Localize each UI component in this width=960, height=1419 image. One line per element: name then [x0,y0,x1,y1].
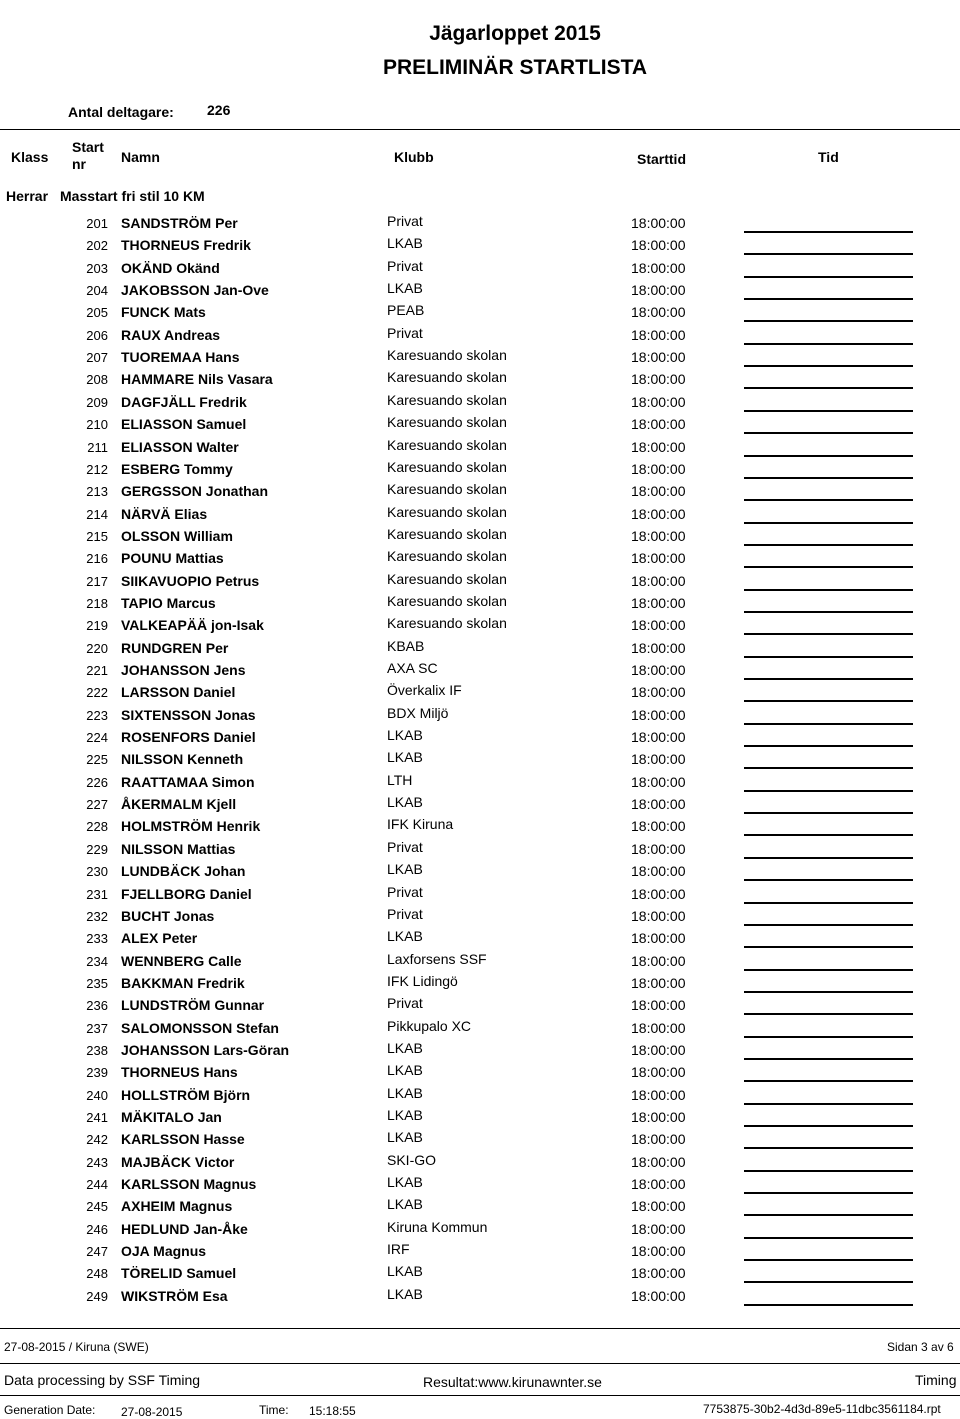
time-entry-line [744,1192,913,1194]
club-name: Privat [387,325,423,341]
club-name: LTH [387,772,413,788]
competitor-name: JOHANSSON Jens [121,662,246,678]
time-entry-line [744,611,913,613]
start-time: 18:00:00 [631,394,686,410]
competitor-name: NILSSON Mattias [121,841,236,857]
start-number: 203 [86,261,108,276]
club-name: Karesuando skolan [387,593,507,609]
competitor-name: HOLLSTRÖM Björn [121,1087,251,1103]
time-entry-line [744,298,913,300]
time-entry-line [744,499,913,501]
competitor-name: HOLMSTRÖM Henrik [121,818,261,834]
time-entry-line [744,1058,913,1060]
time-entry-line [744,1304,913,1306]
club-name: LKAB [387,861,423,877]
club-name: Karesuando skolan [387,548,507,564]
competitor-name: THORNEUS Hans [121,1064,238,1080]
start-time: 18:00:00 [631,684,686,700]
competitor-name: LARSSON Daniel [121,684,236,700]
competitor-name: TÖRELID Samuel [121,1265,237,1281]
footer-file-id: 7753875-30b2-4d3d-89e5-11dbc3561184.rpt [703,1402,941,1416]
start-time: 18:00:00 [631,617,686,633]
competitor-name: GERGSSON Jonathan [121,483,269,499]
time-entry-line [744,1259,913,1261]
race-name: Masstart fri stil 10 KM [60,188,205,204]
start-number: 240 [86,1088,108,1103]
time-entry-line [744,231,913,233]
start-time: 18:00:00 [631,506,686,522]
time-entry-line [744,924,913,926]
club-name: BDX Miljö [387,705,449,721]
competitor-name: FJELLBORG Daniel [121,886,252,902]
competitor-name: ROSENFORS Daniel [121,729,256,745]
competitor-name: AXHEIM Magnus [121,1198,233,1214]
club-name: Karesuando skolan [387,437,507,453]
competitor-name: SIIKAVUOPIO Petrus [121,573,260,589]
time-entry-line [744,745,913,747]
start-time: 18:00:00 [631,461,686,477]
start-time: 18:00:00 [631,1154,686,1170]
start-time: 18:00:00 [631,997,686,1013]
time-entry-line [744,1103,913,1105]
start-time: 18:00:00 [631,930,686,946]
header-divider [0,129,960,130]
col-klass: Klass [11,149,49,165]
start-time: 18:00:00 [631,886,686,902]
competitor-name: MAJBÄCK Victor [121,1154,235,1170]
time-entry-line [744,544,913,546]
club-name: LKAB [387,1286,423,1302]
footer-bottom-divider [0,1395,960,1396]
club-name: Pikkupalo XC [387,1018,472,1034]
competitor-name: POUNU Mattias [121,550,224,566]
start-time: 18:00:00 [631,1064,686,1080]
time-entry-line [744,812,913,814]
start-number: 243 [86,1155,108,1170]
start-number: 241 [86,1110,108,1125]
club-name: KBAB [387,638,425,654]
start-time: 18:00:00 [631,662,686,678]
competitor-name: WIKSTRÖM Esa [121,1288,228,1304]
start-number: 239 [86,1065,108,1080]
start-time: 18:00:00 [631,304,686,320]
start-time: 18:00:00 [631,483,686,499]
club-name: Privat [387,839,423,855]
footer-time-value: 15:18:55 [309,1404,356,1418]
competitor-name: RAUX Andreas [121,327,221,343]
start-number: 202 [86,238,108,253]
class-name: Herrar [6,188,49,204]
start-time: 18:00:00 [631,528,686,544]
start-number: 206 [86,328,108,343]
start-number: 234 [86,954,108,969]
time-entry-line [744,633,913,635]
club-name: SKI-GO [387,1152,437,1168]
club-name: IRF [387,1241,410,1257]
competitor-name: HEDLUND Jan-Åke [121,1221,248,1237]
club-name: LKAB [387,749,423,765]
start-time: 18:00:00 [631,327,686,343]
footer-generation-label: Generation Date: [4,1403,96,1417]
start-time: 18:00:00 [631,975,686,991]
club-name: LKAB [387,1196,423,1212]
start-number: 246 [86,1222,108,1237]
competitor-name: TAPIO Marcus [121,595,216,611]
time-entry-line [744,723,913,725]
footer-timing: Timing [915,1372,957,1388]
club-name: LKAB [387,928,423,944]
start-number: 228 [86,819,108,834]
footer-results: Resultat:www.kirunawnter.se [423,1374,602,1390]
start-time: 18:00:00 [631,751,686,767]
start-time: 18:00:00 [631,1131,686,1147]
competitor-name: MÄKITALO Jan [121,1109,222,1125]
start-time: 18:00:00 [631,908,686,924]
competitor-name: LUNDSTRÖM Gunnar [121,997,265,1013]
start-number: 235 [86,976,108,991]
time-entry-line [744,522,913,524]
competitor-name: VALKEAPÄÄ jon-Isak [121,617,264,633]
competitor-name: RUNDGREN Per [121,640,229,656]
time-entry-line [744,1170,913,1172]
competitor-name: NÄRVÄ Elias [121,506,208,522]
start-number: 205 [86,305,108,320]
competitor-name: SALOMONSSON Stefan [121,1020,279,1036]
start-time: 18:00:00 [631,416,686,432]
start-time: 18:00:00 [631,841,686,857]
start-time: 18:00:00 [631,1087,686,1103]
club-name: IFK Kiruna [387,816,454,832]
time-entry-line [744,700,913,702]
page-title: Jägarloppet 2015 [429,22,601,45]
start-time: 18:00:00 [631,1265,686,1281]
start-time: 18:00:00 [631,550,686,566]
time-entry-line [744,857,913,859]
time-entry-line [744,1214,913,1216]
col-namn: Namn [121,149,160,165]
footer-processing: Data processing by SSF Timing [4,1372,201,1388]
club-name: LKAB [387,1174,423,1190]
competitor-name: SIXTENSSON Jonas [121,707,256,723]
time-entry-line [744,1237,913,1239]
competitor-name: DAGFJÄLL Fredrik [121,394,247,410]
start-number: 231 [86,887,108,902]
time-entry-line [744,477,913,479]
start-number: 209 [86,395,108,410]
start-number: 237 [86,1021,108,1036]
club-name: Kiruna Kommun [387,1219,488,1235]
time-entry-line [744,767,913,769]
start-number: 218 [86,596,108,611]
start-number: 212 [86,462,108,477]
competitor-name: BUCHT Jonas [121,908,215,924]
start-number: 215 [86,529,108,544]
start-number: 219 [86,618,108,633]
club-name: Privat [387,906,423,922]
start-number: 221 [86,663,108,678]
start-number: 217 [86,574,108,589]
start-number: 207 [86,350,108,365]
time-entry-line [744,656,913,658]
time-entry-line [744,410,913,412]
time-entry-line [744,343,913,345]
page-subtitle: PRELIMINÄR STARTLISTA [382,56,648,79]
start-time: 18:00:00 [631,953,686,969]
competitor-name: TUOREMAA Hans [121,349,240,365]
start-time: 18:00:00 [631,1176,686,1192]
start-time: 18:00:00 [631,237,686,253]
footer-time-label: Time: [259,1403,289,1417]
start-time: 18:00:00 [631,774,686,790]
col-klubb: Klubb [394,149,434,165]
start-time: 18:00:00 [631,1109,686,1125]
start-number: 229 [86,842,108,857]
club-name: Karesuando skolan [387,459,507,475]
time-entry-line [744,1013,913,1015]
club-name: Karesuando skolan [387,414,507,430]
footer-top-divider [0,1328,960,1329]
competitor-name: KARLSSON Magnus [121,1176,257,1192]
time-entry-line [744,946,913,948]
club-name: LKAB [387,727,423,743]
time-entry-line [744,589,913,591]
start-number: 238 [86,1043,108,1058]
time-entry-line [744,253,913,255]
competitor-name: KARLSSON Hasse [121,1131,245,1147]
time-entry-line [744,1281,913,1283]
start-time: 18:00:00 [631,349,686,365]
club-name: Privat [387,213,423,229]
footer-generation-date: 27-08-2015 [121,1405,183,1419]
start-number: 230 [86,864,108,879]
start-number: 226 [86,775,108,790]
start-time: 18:00:00 [631,371,686,387]
club-name: Överkalix IF [387,682,462,698]
club-name: Privat [387,258,423,274]
club-name: Karesuando skolan [387,392,507,408]
club-name: LKAB [387,1062,423,1078]
club-name: AXA SC [387,660,438,676]
start-time: 18:00:00 [631,1221,686,1237]
time-entry-line [744,834,913,836]
start-number: 211 [87,440,108,455]
time-entry-line [744,432,913,434]
start-number: 225 [86,752,108,767]
club-name: Privat [387,884,423,900]
start-time: 18:00:00 [631,260,686,276]
col-starttid: Starttid [637,151,686,167]
start-number: 247 [86,1244,108,1259]
footer-date-place: 27-08-2015 / Kiruna (SWE) [4,1340,149,1354]
start-number: 214 [86,507,108,522]
start-time: 18:00:00 [631,796,686,812]
time-entry-line [744,790,913,792]
competitor-name: JAKOBSSON Jan-Ove [121,282,269,298]
start-time: 18:00:00 [631,439,686,455]
competitor-name: ELIASSON Samuel [121,416,247,432]
start-time: 18:00:00 [631,1020,686,1036]
time-entry-line [744,879,913,881]
club-name: IFK Lidingö [387,973,458,989]
time-entry-line [744,969,913,971]
club-name: LKAB [387,1040,423,1056]
club-name: PEAB [387,302,425,318]
start-time: 18:00:00 [631,818,686,834]
club-name: LKAB [387,1129,423,1145]
competitor-name: WENNBERG Calle [121,953,242,969]
club-name: LKAB [387,794,423,810]
col-tid: Tid [818,149,839,165]
time-entry-line [744,1147,913,1149]
competitor-name: RAATTAMAA Simon [121,774,255,790]
start-time: 18:00:00 [631,573,686,589]
time-entry-line [744,320,913,322]
competitor-name: FUNCK Mats [121,304,206,320]
start-time: 18:00:00 [631,863,686,879]
time-entry-line [744,991,913,993]
time-entry-line [744,365,913,367]
club-name: Karesuando skolan [387,526,507,542]
col-start: Start [72,139,104,155]
time-entry-line [744,566,913,568]
time-entry-line [744,678,913,680]
start-number: 220 [86,641,108,656]
club-name: Karesuando skolan [387,481,507,497]
start-number: 208 [86,372,108,387]
competitor-name: OJA Magnus [121,1243,207,1259]
club-name: LKAB [387,235,423,251]
competitor-name: HAMMARE Nils Vasara [121,371,273,387]
start-number: 233 [86,931,108,946]
club-name: Karesuando skolan [387,347,507,363]
time-entry-line [744,902,913,904]
start-time: 18:00:00 [631,215,686,231]
time-entry-line [744,1036,913,1038]
start-number: 244 [86,1177,108,1192]
competitor-name: ELIASSON Walter [121,439,239,455]
start-number: 249 [86,1289,108,1304]
time-entry-line [744,1125,913,1127]
start-time: 18:00:00 [631,707,686,723]
competitor-name: ÅKERMALM Kjell [121,796,237,812]
time-entry-line [744,387,913,389]
competitor-name: ALEX Peter [121,930,198,946]
club-name: Karesuando skolan [387,615,507,631]
competitor-name: NILSSON Kenneth [121,751,244,767]
competitor-name: JOHANSSON Lars-Göran [121,1042,290,1058]
start-time: 18:00:00 [631,729,686,745]
start-number: 227 [86,797,108,812]
footer-mid-divider [0,1363,960,1364]
club-name: Karesuando skolan [387,504,507,520]
club-name: LKAB [387,280,423,296]
time-entry-line [744,455,913,457]
competitor-name: SANDSTRÖM Per [121,215,238,231]
competitor-name: THORNEUS Fredrik [121,237,251,253]
competitor-name: ESBERG Tommy [121,461,233,477]
club-name: LKAB [387,1263,423,1279]
time-entry-line [744,1080,913,1082]
start-time: 18:00:00 [631,282,686,298]
start-number: 201 [86,216,108,231]
time-entry-line [744,276,913,278]
start-number: 224 [86,730,108,745]
competitor-name: OKÄND Okänd [121,260,220,276]
competitor-name: LUNDBÄCK Johan [121,863,246,879]
club-name: Karesuando skolan [387,571,507,587]
club-name: LKAB [387,1085,423,1101]
club-name: LKAB [387,1107,423,1123]
start-number: 223 [86,708,108,723]
start-number: 216 [86,551,108,566]
start-number: 210 [86,417,108,432]
club-name: Laxforsens SSF [387,951,487,967]
competitor-name: BAKKMAN Fredrik [121,975,245,991]
start-number: 236 [86,998,108,1013]
competitor-name: OLSSON William [121,528,233,544]
participants-label: Antal deltagare: [68,104,174,120]
club-name: Karesuando skolan [387,369,507,385]
start-number: 222 [86,685,108,700]
start-time: 18:00:00 [631,1042,686,1058]
start-number: 245 [86,1199,108,1214]
start-time: 18:00:00 [631,595,686,611]
start-number: 232 [86,909,108,924]
col-nr: nr [72,156,86,172]
start-number: 242 [86,1132,108,1147]
participants-value: 226 [207,102,231,118]
start-time: 18:00:00 [631,1243,686,1259]
footer-page: Sidan 3 av 6 [887,1340,954,1354]
start-number: 204 [86,283,108,298]
club-name: Privat [387,995,423,1011]
start-time: 18:00:00 [631,1288,686,1304]
start-time: 18:00:00 [631,1198,686,1214]
start-time: 18:00:00 [631,640,686,656]
start-number: 213 [86,484,108,499]
start-number: 248 [86,1266,108,1281]
